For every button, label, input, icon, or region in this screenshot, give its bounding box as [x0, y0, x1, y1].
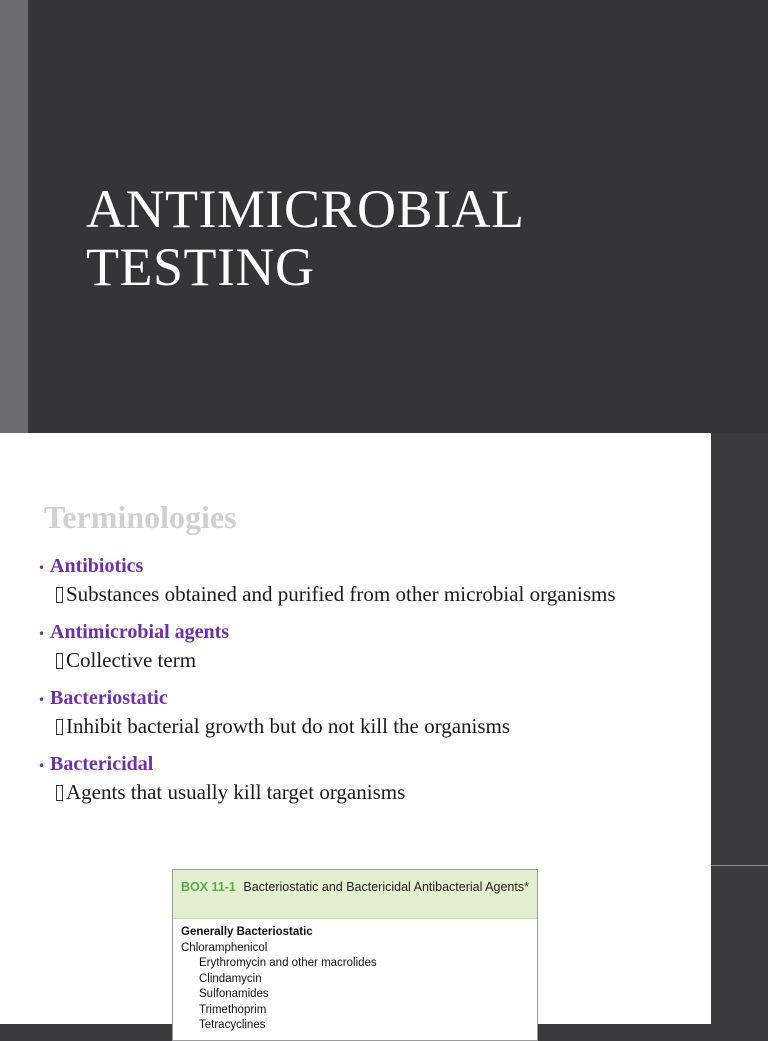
- slide-heading: Terminologies: [44, 499, 237, 535]
- sub-bullet-icon: [56, 785, 63, 801]
- box-item: Clindamycin: [199, 972, 262, 985]
- slide-side-bar: [0, 0, 28, 433]
- box-body: [173, 919, 537, 1040]
- title-slide: [0, 0, 768, 433]
- slide-title-line-2: TESTING: [86, 237, 315, 297]
- term-name: Antimicrobial agents: [50, 621, 230, 643]
- terminologies-slide: [0, 433, 711, 1031]
- strip-divider: [711, 865, 768, 866]
- term-item: [38, 553, 698, 607]
- box-item: Tetracyclines: [199, 1019, 266, 1031]
- term-definition: Substances obtained and purified from other microbial organisms: [66, 582, 616, 606]
- box-item: Sulfonamides: [199, 988, 269, 1000]
- slide-title: [86, 180, 706, 296]
- term-item: [38, 751, 698, 805]
- box-title: Bacteriostatic and Bactericidal Antibacterial Agents*: [243, 880, 529, 894]
- box-item: Erythromycin and other macrolides: [199, 957, 377, 969]
- sub-bullet-icon: [56, 719, 63, 735]
- term-list: [38, 553, 698, 817]
- term-definition: Collective term: [66, 648, 197, 672]
- bullet-icon: •: [38, 759, 46, 773]
- box-item: Trimethoprim: [199, 1003, 267, 1016]
- term-name: Bactericidal: [50, 753, 154, 775]
- term-definition: Inhibit bacterial growth but do not kill the organisms: [66, 714, 511, 738]
- agents-box-figure: [172, 869, 538, 1041]
- background-strip: [711, 433, 768, 1024]
- box-item: Chloramphenicol: [181, 941, 268, 954]
- box-header: [173, 870, 537, 919]
- box-subheading: Generally Bacteriostatic: [181, 926, 313, 938]
- bullet-icon: •: [38, 627, 46, 641]
- bullet-icon: •: [38, 561, 46, 575]
- sub-bullet-icon: [56, 587, 63, 603]
- term-item: [38, 685, 698, 739]
- term-name: Bacteriostatic: [50, 687, 168, 709]
- term-item: [38, 619, 698, 673]
- slide-title-line-1: ANTIMICROBIAL: [86, 179, 525, 239]
- term-name: Antibiotics: [50, 555, 144, 577]
- term-definition: Agents that usually kill target organisms: [66, 780, 406, 804]
- box-id: BOX 11-1: [181, 880, 236, 894]
- bullet-icon: •: [38, 693, 46, 707]
- sub-bullet-icon: [56, 653, 63, 669]
